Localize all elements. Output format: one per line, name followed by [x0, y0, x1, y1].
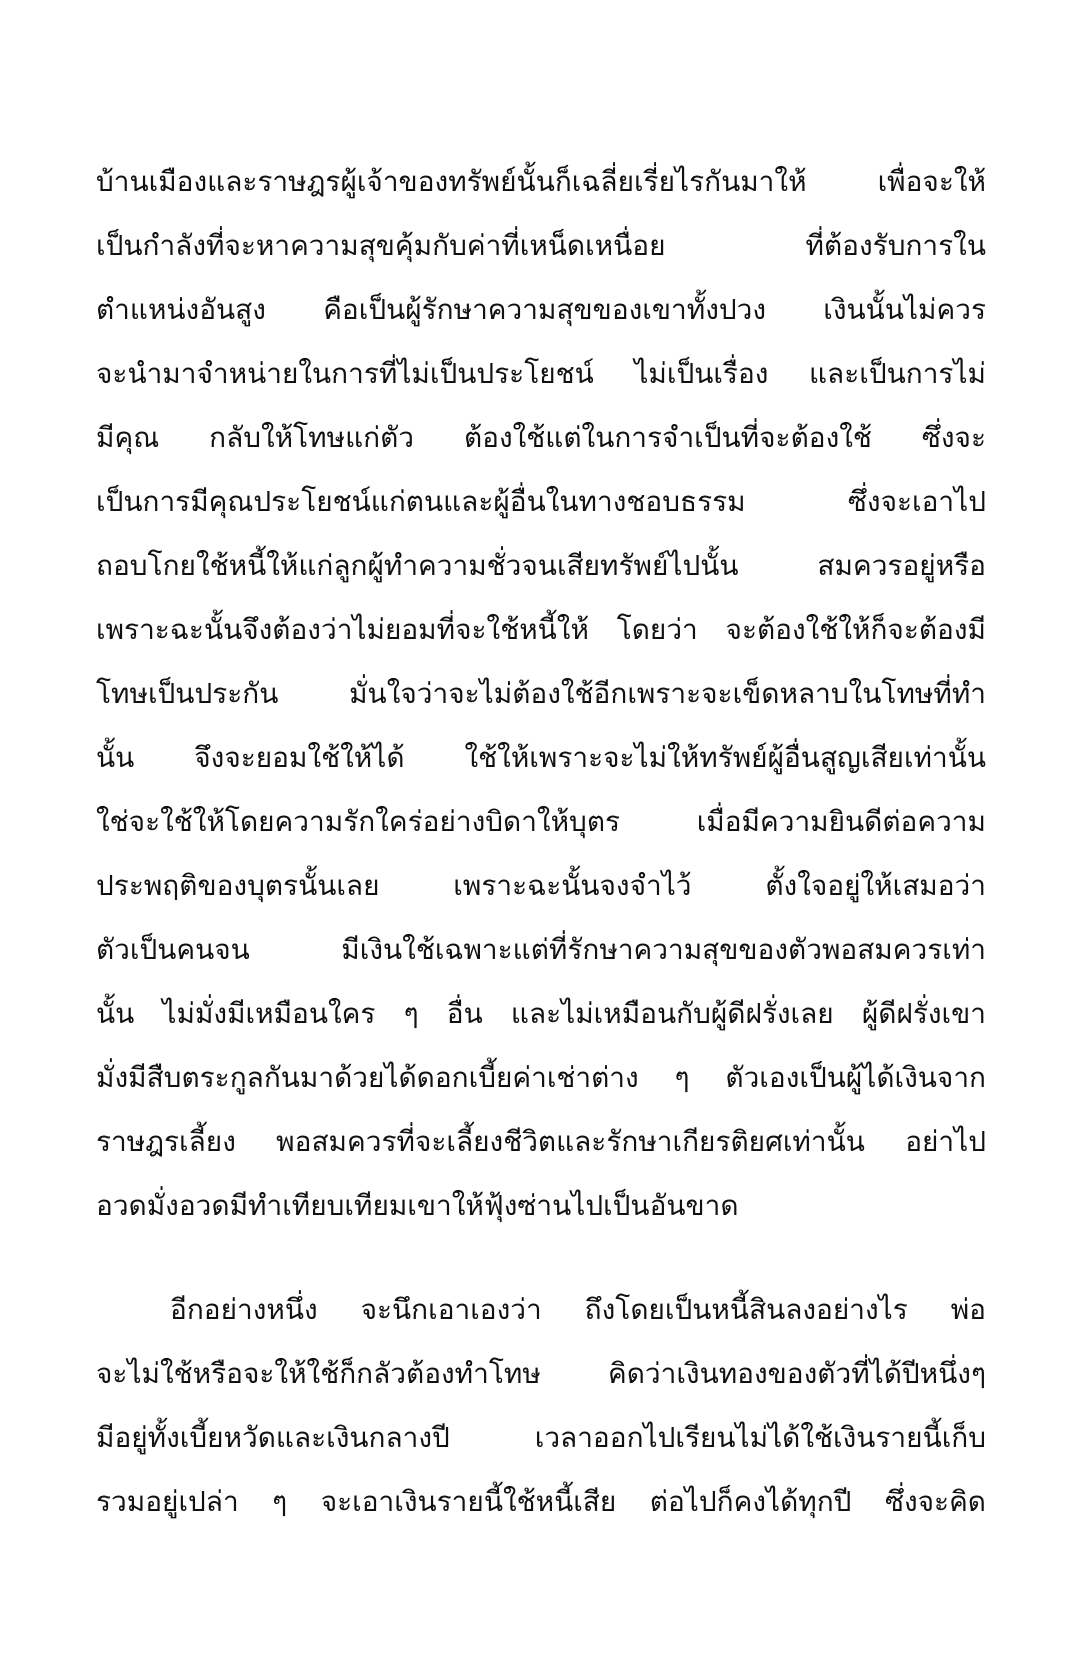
text-line: จะนำมาจำหน่ายในการที่ไม่เป็นประโยชน์ ไม่เป็นเรื่อง และเป็นการไม่ — [96, 357, 986, 390]
text-line: เป็นกำลังที่จะหาความสุขคุ้มกับค่าที่เหน็ดเหนื่อย ที่ต้องรับการใน — [96, 229, 986, 262]
text-line: อวดมั่งอวดมีทำเทียบเทียมเขาให้ฟุ้งซ่านไปเป็นอันขาด — [96, 1189, 739, 1222]
text-line: อีกอย่างหนึ่ง จะนึกเอาเองว่า ถึงโดยเป็นหนี้สินลงอย่างไร พ่อ — [170, 1293, 986, 1326]
text-line: เพราะฉะนั้นจึงต้องว่าไม่ยอมที่จะใช้หนี้ให้ โดยว่า จะต้องใช้ให้ก็จะต้องมี — [96, 613, 986, 646]
text-line: นั้น ไม่มั่งมีเหมือนใคร ๆ อื่น และไม่เหมือนกับผู้ดีฝรั่งเลย ผู้ดีฝรั่งเขา — [96, 997, 986, 1030]
text-line: ตัวเป็นคนจน มีเงินใช้เฉพาะแต่ที่รักษาความสุขของตัวพอสมควรเท่า — [96, 933, 986, 966]
paragraph-1 — [96, 150, 986, 1238]
text-line: นั้น จึงจะยอมใช้ให้ได้ ใช้ให้เพราะจะไม่ให้ทรัพย์ผู้อื่นสูญเสียเท่านั้น — [96, 741, 986, 774]
text-body — [96, 150, 986, 1534]
text-line: ถอบโกยใช้หนี้ให้แก่ลูกผู้ทำความชั่วจนเสียทรัพย์ไปนั้น สมควรอยู่หรือ — [96, 549, 986, 582]
paragraph-2 — [96, 1278, 986, 1534]
text-line: ตำแหน่งอันสูง คือเป็นผู้รักษาความสุขของเขาทั้งปวง เงินนั้นไม่ควร — [96, 293, 986, 326]
text-line: รวมอยู่เปล่า ๆ จะเอาเงินรายนี้ใช้หนี้เสีย ต่อไปก็คงได้ทุกปี ซึ่งจะคิด — [96, 1485, 986, 1518]
text-line: โทษเป็นประกัน มั่นใจว่าจะไม่ต้องใช้อีกเพราะจะเข็ดหลาบในโทษที่ทำ — [96, 677, 986, 710]
text-line: เป็นการมีคุณประโยชน์แก่ตนและผู้อื่นในทางชอบธรรม ซึ่งจะเอาไป — [96, 485, 986, 518]
text-line: มีอยู่ทั้งเบี้ยหวัดและเงินกลางปี เวลาออกไปเรียนไม่ได้ใช้เงินรายนี้เก็บ — [96, 1421, 986, 1454]
text-line: มีคุณ กลับให้โทษแก่ตัว ต้องใช้แต่ในการจำเป็นที่จะต้องใช้ ซึ่งจะ — [96, 421, 986, 454]
paragraph-gap — [96, 1238, 986, 1278]
text-line: ประพฤติของบุตรนั้นเลย เพราะฉะนั้นจงจำไว้ ตั้งใจอยู่ให้เสมอว่า — [96, 869, 986, 902]
text-line: ใช่จะใช้ให้โดยความรักใคร่อย่างบิดาให้บุตร เมื่อมีความยินดีต่อความ — [96, 805, 986, 838]
text-line: ราษฎรเลี้ยง พอสมควรที่จะเลี้ยงชีวิตและรักษาเกียรติยศเท่านั้น อย่าไป — [96, 1125, 986, 1158]
text-line: บ้านเมืองและราษฎรผู้เจ้าของทรัพย์นั้นก็เฉลี่ยเรี่ยไรกันมาให้ เพื่อจะให้ — [96, 165, 986, 198]
text-line: จะไม่ใช้หรือจะให้ใช้ก็กลัวต้องทำโทษ คิดว่าเงินทองของตัวที่ได้ปีหนึ่งๆ — [96, 1357, 986, 1390]
text-line: มั่งมีสืบตระกูลกันมาด้วยได้ดอกเบี้ยค่าเช่าต่าง ๆ ตัวเองเป็นผู้ได้เงินจาก — [96, 1061, 986, 1094]
